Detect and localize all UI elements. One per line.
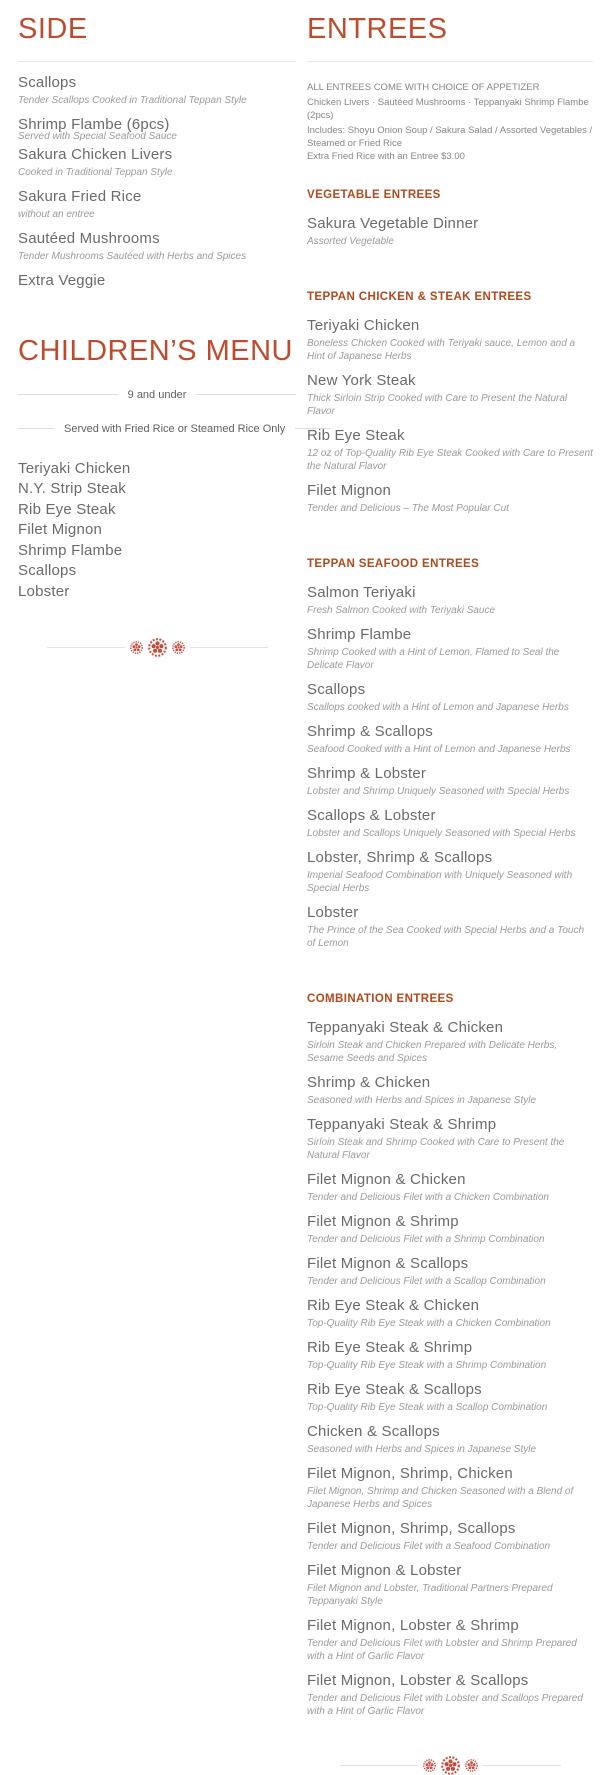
flower-divider <box>18 638 296 657</box>
item-desc: Boneless Chicken Cooked with Teriyaki sauce, Lemon and a Hint of Japanese Herbs <box>307 337 576 362</box>
menu-item <box>18 272 296 290</box>
seafood-entrees-section <box>307 558 593 950</box>
item-name: Filet Mignon & Lobster <box>307 1561 462 1579</box>
item-name: Shrimp & Scallops <box>307 722 433 740</box>
item-name: Shrimp Flambe <box>307 625 412 643</box>
menu-item <box>18 146 296 179</box>
item-name: Scallops & Lobster <box>307 806 436 824</box>
list-item: Filet Mignon <box>18 521 103 539</box>
item-name: Filet Mignon & Shrimp <box>307 1212 459 1230</box>
sakura-icon <box>423 1759 436 1772</box>
menu-item <box>307 1213 593 1246</box>
menu-item <box>307 807 593 840</box>
item-desc: Top-Quality Rib Eye Steak with a Scallop Combination <box>307 1401 548 1413</box>
menu-item <box>18 74 296 107</box>
item-desc: Sirloin Steak and Chicken Prepared with Delicate Herbs, Sesame Seeds and Spices <box>307 1039 558 1064</box>
item-name: Filet Mignon <box>307 481 392 499</box>
menu-item <box>307 1339 593 1372</box>
rice-note: Served with Fried Rice or Steamed Rice Only <box>64 422 286 435</box>
item-name: Extra Veggie <box>18 272 106 290</box>
item-desc: Seasoned with Herbs and Spices in Japanese Style <box>307 1094 537 1106</box>
item-name: Filet Mignon, Lobster & Shrimp <box>307 1616 519 1634</box>
entrees-heading: ENTREES <box>307 13 448 45</box>
list-item: Scallops <box>18 562 77 580</box>
menu-item <box>18 188 296 221</box>
clipped-intro-line <box>307 137 593 150</box>
item-desc: Tender and Delicious – The Most Popular Cut <box>307 502 509 514</box>
flower-divider <box>307 1756 593 1775</box>
item-name: Scallops <box>307 680 366 698</box>
entrees-intro <box>307 81 593 164</box>
age-note: 9 and under <box>127 388 187 401</box>
item-desc: Sirloin Steak and Shrimp Cooked with Care to Present the Natural Flavor <box>307 1136 565 1161</box>
section-heading: TEPPAN SEAFOOD ENTREES <box>307 557 480 570</box>
section-items <box>307 1019 593 1718</box>
menu-item <box>307 1255 593 1288</box>
item-name: Shrimp & Chicken <box>307 1073 431 1091</box>
item-desc: Scallops cooked with a Hint of Lemon and Japanese Herbs <box>307 701 569 713</box>
side-items <box>18 74 296 290</box>
item-name: Lobster <box>307 903 359 921</box>
divider-line <box>190 647 268 648</box>
item-name: Rib Eye Steak & Scallops <box>307 1380 482 1398</box>
childrens-menu-section <box>18 336 296 657</box>
item-desc: Top-Quality Rib Eye Steak with a Shrimp Combination <box>307 1359 547 1371</box>
age-note-row <box>18 389 296 401</box>
right-column <box>307 0 593 1775</box>
list-item: Rib Eye Steak <box>18 500 116 518</box>
section-heading: TEPPAN CHICKEN & STEAK ENTREES <box>307 290 532 303</box>
item-desc: Served with Special Seafood Sauce <box>18 131 177 143</box>
menu-item <box>307 1116 593 1162</box>
menu-item <box>307 1171 593 1204</box>
item-desc: The Prince of the Sea Cooked with Special Herbs and a Touch of Lemon <box>307 924 585 949</box>
item-name: Shrimp & Lobster <box>307 764 427 782</box>
item-desc: Tender and Delicious Filet with a Scallop Combination <box>307 1275 546 1287</box>
clipped-desc <box>18 130 296 143</box>
section-items <box>307 317 593 515</box>
section-heading: COMBINATION ENTREES <box>307 992 454 1005</box>
menu-item <box>307 1423 593 1456</box>
menu-item <box>307 626 593 672</box>
item-desc: Cooked in Traditional Teppan Style <box>18 167 173 179</box>
item-name: Sakura Fried Rice <box>18 188 142 206</box>
item-name: Sakura Vegetable Dinner <box>307 214 479 232</box>
vegetable-entrees-section <box>307 189 593 248</box>
item-name: Rib Eye Steak <box>307 426 405 444</box>
section-items <box>307 215 593 248</box>
item-desc: 12 oz of Top-Quality Rib Eye Steak Cooked with Care to Present the Natural Flavor <box>307 447 593 472</box>
menu-item <box>307 584 593 617</box>
item-name: Filet Mignon & Scallops <box>307 1254 469 1272</box>
rice-note-row <box>18 423 296 435</box>
menu-item <box>307 1617 593 1663</box>
divider-line <box>47 647 125 648</box>
divider-line <box>340 1765 418 1766</box>
menu-item <box>307 1381 593 1414</box>
item-desc: Lobster and Shrimp Uniquely Seasoned with Special Herbs <box>307 785 570 797</box>
divider-line <box>18 394 118 395</box>
menu-item <box>18 116 296 143</box>
childrens-menu-heading: CHILDREN’S MENU <box>18 335 293 368</box>
sakura-icon <box>172 641 185 654</box>
item-desc: without an entree <box>18 209 95 221</box>
item-name: Filet Mignon & Chicken <box>307 1170 466 1188</box>
sakura-icon <box>130 641 143 654</box>
menu-item <box>307 482 593 515</box>
item-name: Sakura Chicken Livers <box>18 146 173 164</box>
item-name: Filet Mignon, Shrimp, Chicken <box>307 1464 513 1482</box>
item-desc: Shrimp Cooked with a Hint of Lemon, Flamed to Seal the Delicate Flavor <box>307 646 560 671</box>
intro-line: ALL ENTREES COME WITH CHOICE OF APPETIZER <box>307 82 540 94</box>
item-desc: Tender and Delicious Filet with Lobster and Scallops Prepared with a Hint of Garlic Flavor <box>307 1692 583 1717</box>
chicken-steak-entrees-section <box>307 291 593 515</box>
item-name: Lobster, Shrimp & Scallops <box>307 848 493 866</box>
item-name: Chicken & Scallops <box>307 1422 440 1440</box>
sakura-icon <box>441 1756 460 1775</box>
intro-line: Includes: Shoyu Onion Soup / Sakura Salad / Assorted Vegetables / <box>307 124 593 136</box>
item-desc: Tender Mushrooms Sautéed with Herbs and Spices <box>18 251 247 263</box>
childrens-items <box>18 459 296 603</box>
item-desc: Filet Mignon, Shrimp and Chicken Seasoned with a Blend of Japanese Herbs and Spices <box>307 1485 574 1510</box>
item-desc: Fresh Salmon Cooked with Teriyaki Sauce <box>307 604 496 616</box>
item-name: Teppanyaki Steak & Shrimp <box>307 1115 497 1133</box>
item-desc: Seasoned with Herbs and Spices in Japanese Style <box>307 1443 537 1455</box>
divider-line <box>196 394 296 395</box>
item-desc: Lobster and Scallops Uniquely Seasoned with Special Herbs <box>307 827 576 839</box>
side-section <box>18 14 296 290</box>
menu-item <box>307 1074 593 1107</box>
item-name: Teppanyaki Steak & Chicken <box>307 1018 504 1036</box>
menu-item <box>307 1562 593 1608</box>
item-desc: Filet Mignon and Lobster, Traditional Partners Prepared Teppanyaki Style <box>307 1582 553 1607</box>
list-item: N.Y. Strip Steak <box>18 480 126 498</box>
intro-line: Chicken Livers · Sautéed Mushrooms · Teppanyaki Shrimp Flambe (2pcs) <box>307 96 589 122</box>
menu-item <box>307 317 593 363</box>
list-item: Lobster <box>18 582 70 600</box>
section-heading: VEGETABLE ENTREES <box>307 188 441 201</box>
menu-item <box>307 681 593 714</box>
menu-item <box>18 230 296 263</box>
side-heading: SIDE <box>18 13 88 45</box>
item-name: Filet Mignon, Lobster & Scallops <box>307 1671 529 1689</box>
menu-item <box>307 427 593 473</box>
item-desc: Tender and Delicious Filet with a Chicken Combination <box>307 1191 549 1203</box>
menu-item <box>307 904 593 950</box>
item-name: Salmon Teriyaki <box>307 583 416 601</box>
side-divider <box>18 61 296 62</box>
item-desc: Imperial Seafood Combination with Uniquely Seasoned with Special Herbs <box>307 869 573 894</box>
menu-item <box>307 723 593 756</box>
item-desc: Top-Quality Rib Eye Steak with a Chicken Combination <box>307 1317 551 1329</box>
list-item: Teriyaki Chicken <box>18 459 131 477</box>
menu-item <box>307 1465 593 1511</box>
combination-entrees-section <box>307 993 593 1718</box>
item-name: Scallops <box>18 74 77 92</box>
menu-item <box>307 1520 593 1553</box>
divider-line <box>18 428 54 429</box>
item-name: Shrimp Flambe (6pcs) <box>18 116 170 134</box>
menu-item <box>307 1019 593 1065</box>
menu-item <box>307 372 593 418</box>
item-desc: Tender and Delicious Filet with a Seafood Combination <box>307 1540 551 1552</box>
list-item: Shrimp Flambe <box>18 541 123 559</box>
item-desc: Tender Scallops Cooked in Traditional Teppan Style <box>18 95 247 107</box>
item-desc: Thick Sirloin Strip Cooked with Care to Present the Natural Flavor <box>307 392 568 417</box>
sakura-icon <box>465 1759 478 1772</box>
entrees-divider <box>307 61 593 62</box>
intro-line: Steamed or Fried Rice <box>307 138 403 150</box>
menu-item <box>307 1672 593 1718</box>
item-name: Rib Eye Steak & Shrimp <box>307 1338 473 1356</box>
item-name: Filet Mignon, Shrimp, Scallops <box>307 1519 516 1537</box>
item-desc: Tender and Delicious Filet with a Shrimp Combination <box>307 1233 545 1245</box>
item-name: Sautéed Mushrooms <box>18 230 160 248</box>
item-name: Teriyaki Chicken <box>307 316 420 334</box>
menu-item <box>307 849 593 895</box>
left-column <box>18 0 296 657</box>
sakura-icon <box>148 638 167 657</box>
divider-line <box>483 1765 561 1766</box>
menu-item <box>307 215 593 248</box>
menu-item <box>307 1297 593 1330</box>
item-desc: Tender and Delicious Filet with Lobster and Shrimp Prepared with a Hint of Garlic Flavor <box>307 1637 577 1662</box>
item-desc: Seafood Cooked with a Hint of Lemon and Japanese Herbs <box>307 743 571 755</box>
section-items <box>307 584 593 950</box>
intro-line: Extra Fried Rice with an Entree $3.00 <box>307 151 465 163</box>
item-desc: Assorted Vegetable <box>307 235 394 247</box>
item-name: Rib Eye Steak & Chicken <box>307 1296 480 1314</box>
menu-item <box>307 765 593 798</box>
item-name: New York Steak <box>307 371 416 389</box>
